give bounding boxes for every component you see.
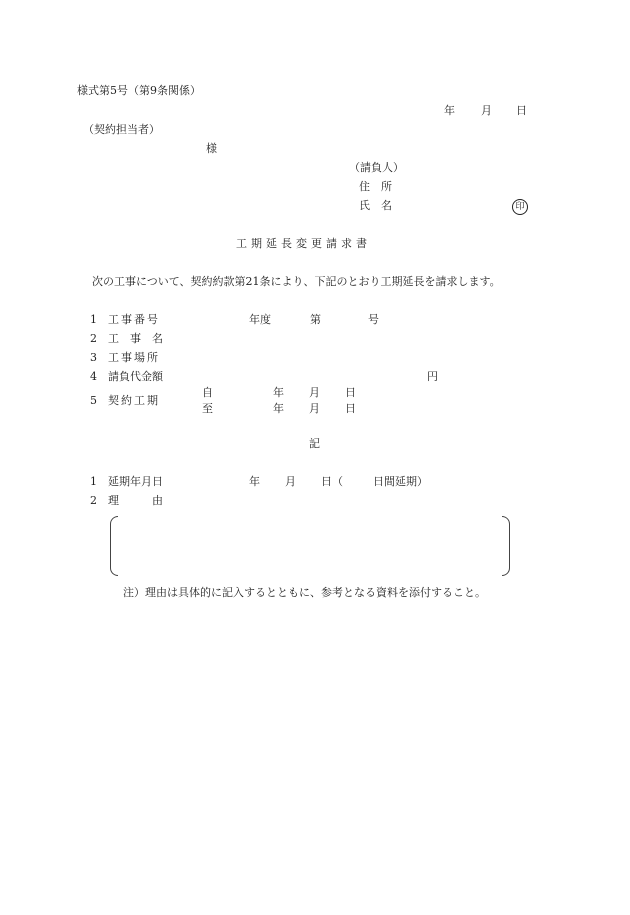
item-number: 2 [90, 332, 97, 345]
period-from-year: 年 [273, 386, 284, 399]
extension-day: 日（ [321, 475, 343, 488]
period-to-year: 年 [273, 402, 284, 415]
form-number: 様式第5号（第9条関係） [77, 84, 201, 97]
reason-bracket-left [110, 516, 118, 576]
intro-text: 次の工事について、契約約款第21条により、下記のとおり工期延長を請求します。 [92, 275, 501, 288]
document-title: 工期延長変更請求書 [236, 237, 371, 250]
extension-date-label: 延期年月日 [108, 475, 163, 488]
name-label: 氏 名 [359, 199, 392, 212]
item-number: 4 [90, 370, 97, 383]
contract-officer-label: （契約担当者） [83, 123, 160, 136]
date-day-label: 日 [516, 104, 527, 117]
reason-label: 理 由 [108, 494, 163, 507]
item-label-contract-amount: 請負代金額 [108, 370, 163, 383]
date-year-label: 年 [444, 104, 455, 117]
extension-month: 月 [285, 475, 296, 488]
period-to-day: 日 [345, 402, 356, 415]
ki-heading: 記 [309, 437, 320, 450]
reason-bracket-right [502, 516, 510, 576]
seal-mark: 印 [512, 199, 528, 215]
fiscal-year-label: 年度 [249, 313, 271, 326]
period-from-label: 自 [202, 386, 213, 399]
item-number: 5 [90, 394, 97, 407]
number-prefix-label: 第 [310, 313, 321, 326]
extension-days-label: 日間延期） [373, 475, 428, 488]
number-suffix-label: 号 [368, 313, 379, 326]
extension-number: 1 [90, 475, 97, 488]
item-number: 3 [90, 351, 97, 364]
note-text: 注）理由は具体的に記入するとともに、参考となる資料を添付すること。 [123, 586, 486, 599]
item-label-project-site: 工事場所 [108, 351, 160, 364]
period-from-month: 月 [309, 386, 320, 399]
address-label: 住 所 [359, 180, 392, 193]
reason-number: 2 [90, 494, 97, 507]
yen-unit-label: 円 [427, 370, 438, 383]
period-to-month: 月 [309, 402, 320, 415]
date-month-label: 月 [481, 104, 492, 117]
period-to-label: 至 [202, 402, 213, 415]
honorific: 様 [206, 142, 217, 155]
item-number: 1 [90, 313, 97, 326]
extension-year: 年 [249, 475, 260, 488]
item-label-project-name: 工 事 名 [108, 332, 163, 345]
item-label-project-number: 工事番号 [108, 313, 160, 326]
item-label-contract-period: 契約工期 [108, 394, 160, 407]
period-from-day: 日 [345, 386, 356, 399]
contractor-label: （請負人） [349, 161, 404, 174]
